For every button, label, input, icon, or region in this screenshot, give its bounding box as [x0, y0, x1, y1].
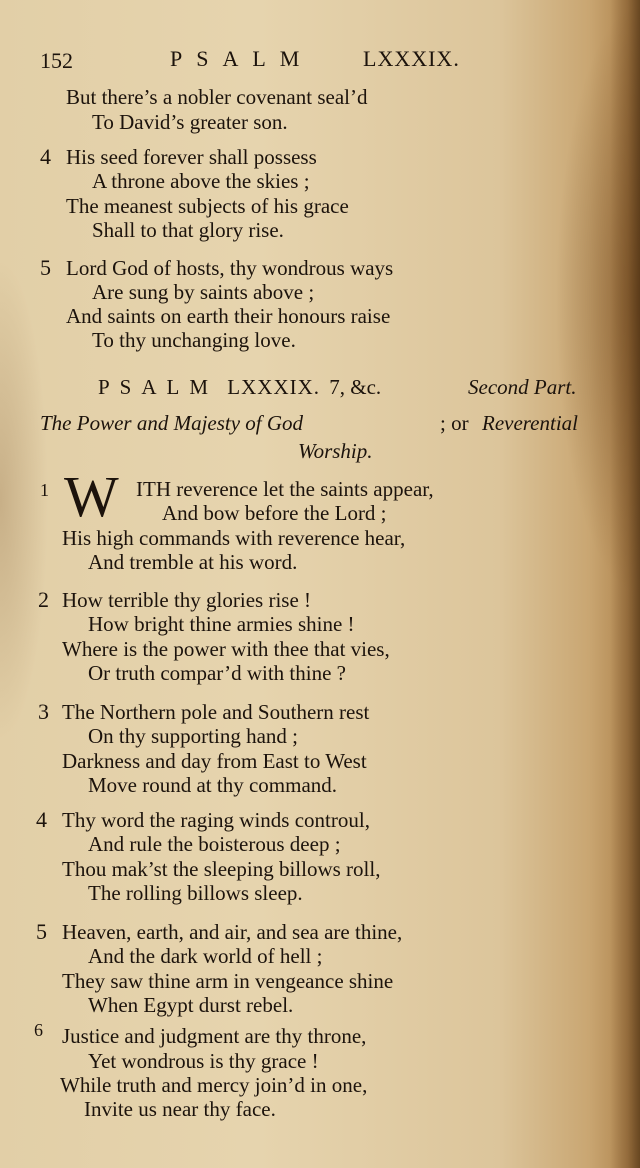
stanza-number: 6 — [34, 1020, 43, 1040]
verse-line: Invite us near thy face. — [84, 1097, 276, 1121]
verse-line: Shall to that glory rise. — [92, 218, 284, 242]
verse-line: The meanest subjects of his grace — [66, 194, 349, 218]
stanza-number: 5 — [40, 255, 51, 280]
subtitle-text-1: The Power and Majesty of God — [40, 411, 304, 435]
verse-line: To thy unchanging love. — [92, 328, 296, 352]
verse-line: Yet wondrous is thy grace ! — [88, 1049, 319, 1073]
verse-line: Lord God of hosts, thy wondrous ways — [66, 256, 394, 280]
subtitle-text-2: Reverential — [482, 411, 579, 435]
verse-line: And the dark world of hell ; — [88, 944, 323, 968]
stanza-number: 4 — [40, 144, 51, 169]
continuation-line-2-text: To David’s greater son. — [92, 110, 288, 134]
verse-line: Thy word the raging winds controul, — [62, 808, 370, 832]
stanza-number: 3 — [38, 699, 49, 724]
verse-line: And rule the boisterous deep ; — [88, 832, 341, 856]
stanza-number: 4 — [36, 807, 47, 832]
verse-line: Heaven, earth, and air, and sea are thine, — [62, 920, 403, 944]
verse-line: Thou mak’st the sleeping billows roll, — [62, 857, 381, 881]
page-edge-shadow — [610, 0, 640, 1168]
verse-line: His seed forever shall possess — [66, 145, 317, 169]
header-numeral: LXXXIX. — [363, 46, 460, 71]
section-psalm: PSALM — [98, 375, 219, 399]
continuation-line-2 — [92, 110, 288, 134]
stanza-number: 1 — [40, 480, 49, 500]
verse-line: Are sung by saints above ; — [92, 280, 315, 304]
section-numeral: LXXXIX. — [227, 375, 321, 399]
verse-line: The Northern pole and Southern rest — [62, 700, 370, 724]
verse-line: Move round at thy command. — [88, 773, 338, 797]
verse-line: A throne above the skies ; — [92, 169, 310, 193]
verse-line: While truth and mercy join’d in one, — [60, 1073, 368, 1097]
subtitle-text-3: Worship. — [298, 439, 373, 463]
page-number: 152 — [40, 48, 73, 73]
verse-line: Darkness and day from East to West — [62, 749, 367, 773]
verse-line: And tremble at his word. — [88, 550, 298, 574]
section-part: Second Part. — [468, 375, 577, 399]
verse-line: ITH reverence let the saints appear, — [136, 477, 434, 501]
section-heading — [98, 375, 381, 400]
verse-line: And saints on earth their honours raise — [66, 304, 391, 328]
section-verses: 7, &c. — [329, 375, 382, 399]
verse-line: How terrible thy glories rise ! — [62, 588, 312, 612]
verse-line: When Egypt durst rebel. — [88, 993, 294, 1017]
header-title: PSALM — [170, 46, 314, 71]
drop-cap: W — [64, 464, 119, 529]
continuation-line-1: But there’s a nobler covenant seal’d — [66, 85, 368, 109]
stanza-number: 2 — [38, 587, 49, 612]
verse-line: His high commands with reverence hear, — [62, 526, 406, 550]
verse-line: They saw thine arm in vengeance shine — [62, 969, 394, 993]
verse-line: The rolling billows sleep. — [88, 881, 303, 905]
verse-line: Where is the power with thee that vies, — [62, 637, 390, 661]
verse-line: And bow before the Lord ; — [162, 501, 387, 525]
verse-line: Or truth compar’d with thine ? — [88, 661, 346, 685]
stanza-number: 5 — [36, 919, 47, 944]
subtitle-separator: ; or — [440, 411, 469, 435]
verse-line: Justice and judgment are thy throne, — [62, 1024, 367, 1048]
verse-line: How bright thine armies shine ! — [88, 612, 355, 636]
verse-line: On thy supporting hand ; — [88, 724, 298, 748]
